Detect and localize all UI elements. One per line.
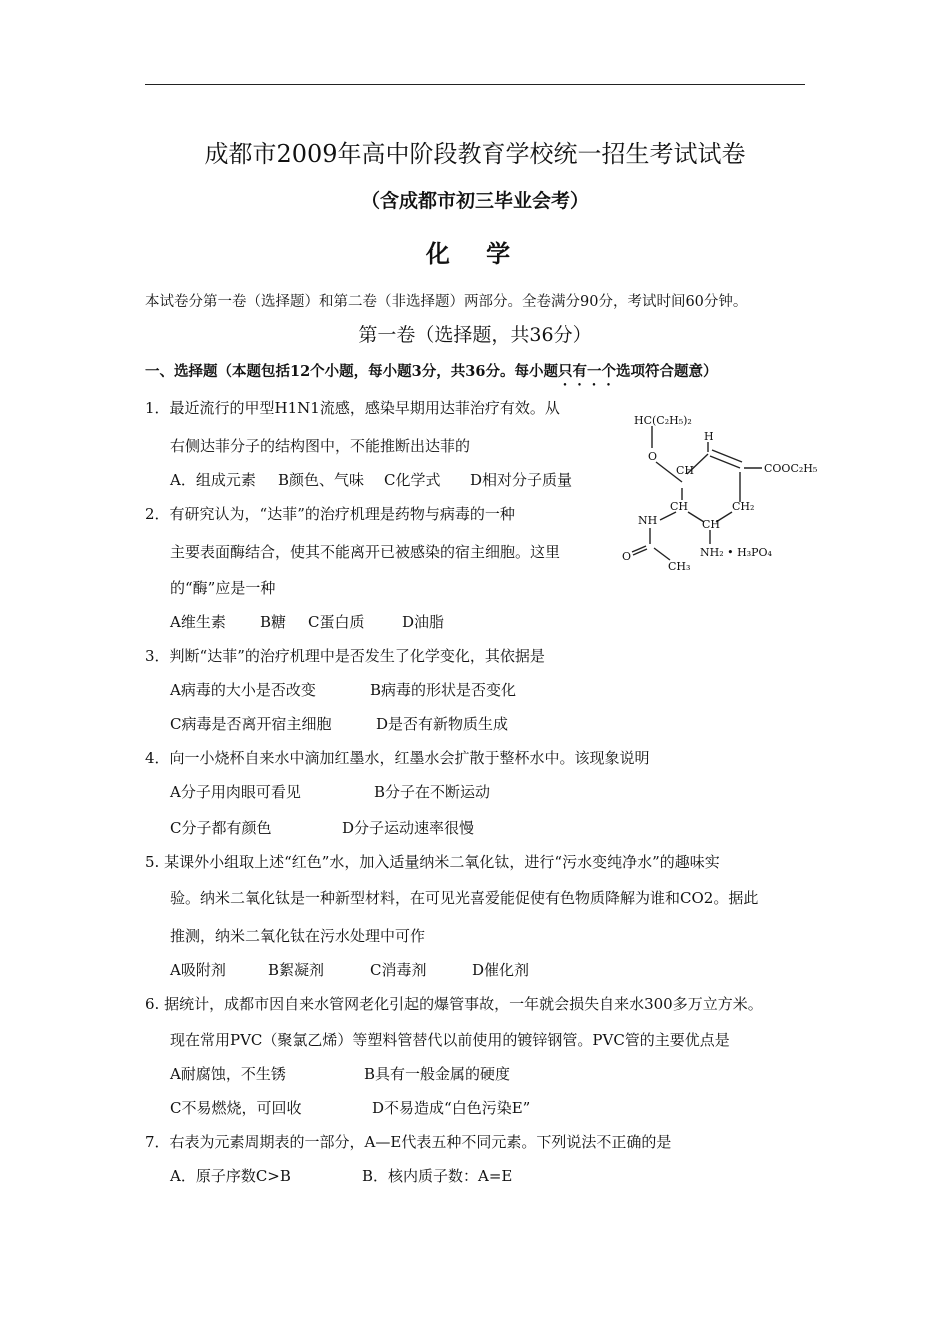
option: D分子运动速率很慢 <box>342 819 475 837</box>
label-nh: NH <box>638 514 658 527</box>
option: B糖 <box>260 613 287 631</box>
subject-title: 化 学 <box>425 239 525 268</box>
option: D油脂 <box>402 613 445 631</box>
option: A耐腐蚀，不生锈 <box>170 1065 286 1083</box>
q6-line1: 6. 据统计，成都市因自来水管网老化引起的爆管事故，一年就会损失自来水300多万立方米。 <box>145 995 763 1013</box>
label-ch3: CH₃ <box>668 560 691 573</box>
option: B分子在不断运动 <box>374 783 491 801</box>
q4-options-row2 <box>170 817 474 838</box>
label-salt: NH₂ • H₃PO₄ <box>700 546 772 559</box>
q1-options <box>170 469 572 490</box>
label-h-top: H <box>704 430 714 443</box>
q5-options <box>170 959 529 980</box>
option: C分子都有颜色 <box>170 819 272 837</box>
q6-options-row2 <box>170 1097 530 1118</box>
q1-line2: 右侧达菲分子的结构图中，不能推断出达菲的 <box>170 437 471 455</box>
option: D催化剂 <box>472 961 530 979</box>
structure-bonds <box>632 426 762 560</box>
q3-options-row1 <box>170 679 516 700</box>
option: B．核内质子数：A=E <box>362 1167 513 1185</box>
q4-line1: 4．向一小烧杯自来水中滴加红墨水，红墨水会扩散于整杯水中。该现象说明 <box>145 749 650 767</box>
option: C蛋白质 <box>308 613 365 631</box>
label-o-left: O <box>648 450 658 463</box>
option: B病毒的形状是否变化 <box>370 681 517 699</box>
label-ester: COOC₂H₅ <box>764 462 818 475</box>
top-rule <box>145 84 805 85</box>
option: D是否有新物质生成 <box>376 715 509 733</box>
exam-intro: 本试卷分第一卷（选择题）和第二卷（非选择题）两部分。全卷满分90分，考试时间60分钟。 <box>145 294 748 310</box>
heading-pre: 一、选择题（本题包括12个小题，每小题3分，共36分。每小题 <box>145 363 558 380</box>
q5-line3: 推测，纳米二氧化钛在污水处理中可作 <box>170 927 426 945</box>
option: C不易燃烧，可回收 <box>170 1099 302 1117</box>
heading-emphasis: 只有一个 <box>557 363 616 380</box>
label-top-group: HC(C₂H₅)₂ <box>634 414 692 427</box>
q5-line1: 5. 某课外小组取上述“红色”水，加入适量纳米二氧化钛，进行“污水变纯净水”的趣味实 <box>145 853 720 871</box>
q1-line1: 1．最近流行的甲型H1N1流感，感染早期用达菲治疗有效。从 <box>145 399 560 417</box>
label-ch-left: CH <box>676 464 695 477</box>
exam-subtitle: （含成都市初三毕业会考） <box>360 190 589 212</box>
q2-options <box>170 611 444 632</box>
option: A分子用肉眼可看见 <box>170 783 301 801</box>
label-o-carbonyl: O <box>622 550 632 563</box>
section-heading <box>145 360 717 389</box>
q3-options-row2 <box>170 713 508 734</box>
exam-title: 成都市2009年高中阶段教育学校统一招生考试试卷 <box>204 140 746 168</box>
option: B具有一般金属的硬度 <box>364 1065 511 1083</box>
q7-options-row1 <box>170 1165 512 1186</box>
option: C化学式 <box>384 471 441 489</box>
q3-line1: 3．判断“达菲”的治疗机理中是否发生了化学变化，其依据是 <box>145 647 545 665</box>
q2-line3: 的“酶”应是一种 <box>170 579 276 597</box>
section-title: 第一卷（选择题，共36分） <box>358 324 592 346</box>
q5-line2: 验。纳米二氧化钛是一种新型材料，在可见光喜爱能促使有色物质降解为谁和CO2。据此 <box>170 889 759 907</box>
option: D不易造成“白色污染E” <box>372 1099 531 1117</box>
option: B絮凝剂 <box>268 961 325 979</box>
oseltamivir-structure-diagram <box>612 404 822 580</box>
option: B颜色、气味 <box>278 471 365 489</box>
label-ch2: CH₂ <box>732 500 755 513</box>
label-ch-bottom: CH <box>702 518 721 531</box>
option: D相对分子质量 <box>470 471 573 489</box>
q2-line2: 主要表面酶结合，使其不能离开已被感染的宿主细胞。这里 <box>170 543 561 561</box>
option: A病毒的大小是否改变 <box>170 681 316 699</box>
q6-line2: 现在常用PVC（聚氯乙烯）等塑料管替代以前使用的镀锌钢管。PVC管的主要优点是 <box>170 1031 730 1049</box>
option: A．组成元素 <box>170 471 256 489</box>
q7-line1: 7．右表为元素周期表的一部分，A—E代表五种不同元素。下列说法不正确的是 <box>145 1133 672 1151</box>
option: A维生素 <box>170 613 226 631</box>
option: A吸附剂 <box>170 961 226 979</box>
q4-options-row1 <box>170 781 490 802</box>
option: A．原子序数C>B <box>170 1167 291 1185</box>
q2-line1: 2．有研究认为，“达菲”的治疗机理是药物与病毒的一种 <box>145 505 515 523</box>
option: C消毒剂 <box>370 961 427 979</box>
option: C病毒是否离开宿主细胞 <box>170 715 332 733</box>
label-ch-mid: CH <box>670 500 689 513</box>
heading-post: 选项符合题意） <box>615 363 718 380</box>
q6-options-row1 <box>170 1063 510 1084</box>
